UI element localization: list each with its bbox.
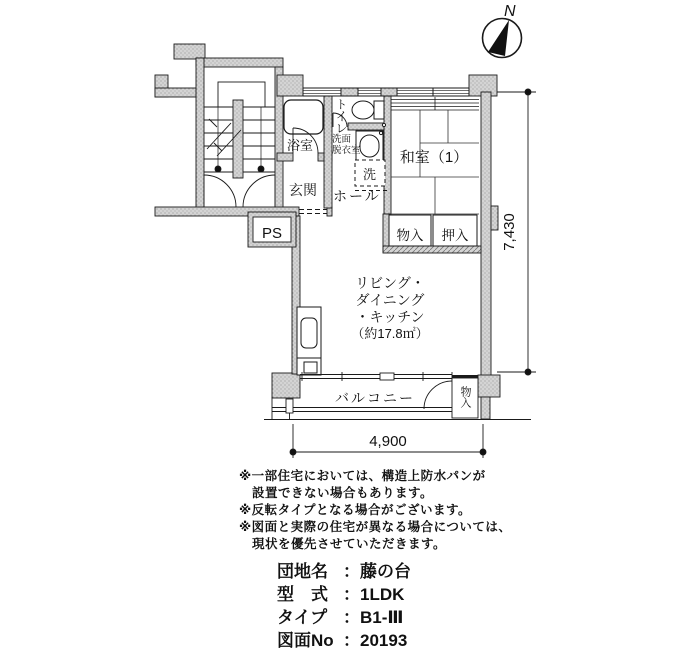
info-separator: ： [343,608,360,627]
note-line: 現状を優先させていただきます。 [252,537,447,551]
info-label: 型 式 [277,585,328,604]
room-label-washer: 洗 [363,167,377,182]
dimension-height: 7,430 [501,213,518,251]
washitsu-window [391,97,479,110]
room-label-washitsu: 和室（1） [399,149,469,166]
staircase [204,82,275,207]
room-label-genkan: 玄関 [289,182,317,198]
info-separator: ： [343,585,360,604]
info-separator: ： [343,631,360,650]
dimension-width: 4,900 [369,433,407,450]
room-label-toilet: トイレ [334,98,348,134]
room-label-oshiire: 押入 [441,228,469,243]
info-block [277,560,411,650]
info-value: 藤の台 [360,562,411,581]
room-label-ldk-2: ダイニング [355,292,425,308]
note-line: ※反転タイプとなる場合がございます。 [239,503,472,517]
info-value: 20193 [360,631,408,650]
compass-north-label: N [504,3,516,20]
room-label-ldk-3: ・キッチン [355,309,425,325]
kitchen-counter-icon [297,307,321,375]
room-label-balcony: バルコニー [335,390,415,406]
room-label-ps: PS [261,225,283,242]
info-row-danchi [277,560,411,583]
info-label: タイプ [277,608,328,627]
room-label-hall: ホール [333,188,381,204]
info-row-type [277,583,411,606]
room-label-bath: 浴室 [287,138,314,153]
room-label-washroom-2: 脱衣室 [332,145,361,156]
bathtub-icon [284,100,323,134]
note-line: 設置できない場合もあります。 [252,486,434,500]
info-value: B1-Ⅲ [360,608,404,627]
room-label-ldk-4: （約17.8㎡） [351,326,429,341]
room-label-balcony-storage: 物入 [459,386,471,408]
room-label-ldk-1: リビング・ [355,275,425,291]
info-row-drawing-no [277,629,411,650]
info-row-plan-type [277,606,411,629]
info-label: 図面No [277,631,334,650]
info-label: 団地名 [277,562,328,581]
notes-block [239,468,539,553]
room-label-washroom-1: 洗面 [332,134,352,145]
info-value: 1LDK [360,585,405,604]
note-line: ※図面と実際の住宅が異なる場合については、 [239,520,512,534]
room-label-storage: 物入 [396,228,424,243]
info-separator: ： [343,562,360,581]
compass-icon [483,3,522,58]
note-line: ※一部住宅においては、構造上防水パンが [239,469,486,483]
